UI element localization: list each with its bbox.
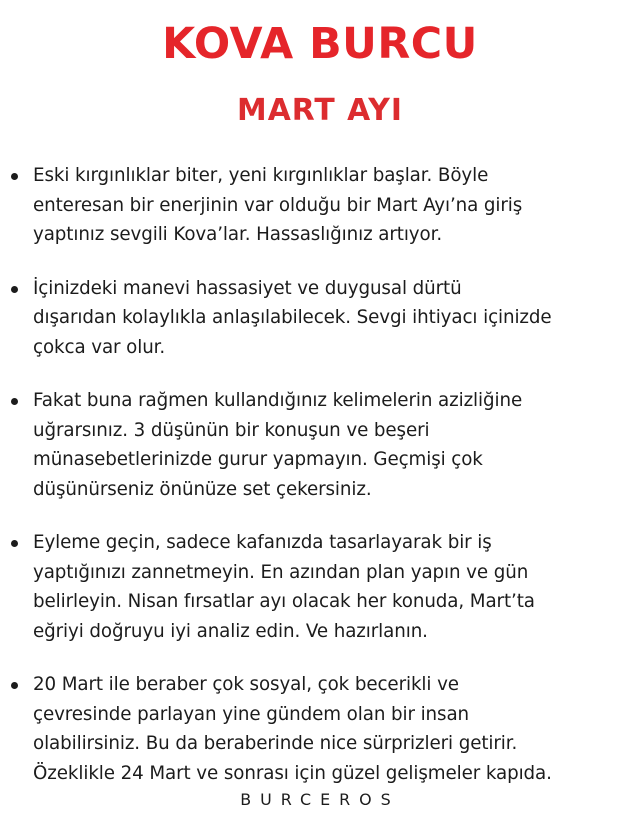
brand-footer: BURCEROS — [240, 790, 400, 809]
bullet-dot-icon — [11, 286, 18, 293]
bullet-text-line: Fakat buna rağmen kullandığınız kelimelerin azizliğine — [33, 390, 523, 411]
page-subtitle: MART AYI — [237, 93, 403, 128]
bullet-item — [0, 670, 640, 788]
bullet-text-line: çokca var olur. — [33, 336, 166, 358]
bullet-text-line: İçinizdeki manevi hassasiyet ve duygusal dürtü — [33, 277, 462, 299]
bullet-text-line: eğriyi doğruyu iyi analiz edin. Ve hazırlanın. — [33, 620, 428, 642]
bullet-item — [0, 161, 640, 250]
bullet-text-line: 20 Mart ile beraber çok sosyal, çok becerikli ve — [33, 674, 459, 695]
bullet-text-line: Özeklikle 24 Mart ve sonrası için güzel gelişmeler kapıda. — [33, 762, 552, 784]
bullet-dot-icon — [11, 682, 18, 689]
bullet-item — [0, 274, 640, 363]
bullet-text-line: olabilirsiniz. Bu da beraberinde nice sürprizleri getirir. — [33, 733, 518, 754]
bullet-dot-icon — [11, 540, 18, 547]
bullet-text-line: enteresan bir enerjinin var olduğu bir Mart Ayı’na giriş — [33, 194, 523, 216]
bullet-text-line: yaptığınızı zannetmeyin. En azından plan yapın ve gün — [33, 561, 529, 583]
bullet-text-line: düşünürseniz önünüze set çekersiniz. — [33, 478, 372, 500]
bullet-dot-icon — [11, 173, 18, 180]
bullet-text-line: dışarıdan kolaylıkla anlaşılabilecek. Sevgi ihtiyacı içinizde — [33, 307, 552, 328]
bullet-text-line: belirleyin. Nisan fırsatlar ayı olacak her konuda, Mart’ta — [33, 591, 535, 612]
page-title: KOVA BURCU — [162, 19, 478, 69]
bullet-item — [0, 386, 640, 504]
horoscope-bullet-list — [0, 161, 640, 788]
bullet-dot-icon — [11, 398, 18, 405]
bullet-text-line: Eski kırgınlıklar biter, yeni kırgınlıklar başlar. Böyle — [33, 165, 489, 186]
bullet-text-line: Eyleme geçin, sadece kafanızda tasarlayarak bir iş — [33, 532, 492, 553]
bullet-text-line: yaptınız sevgili Kova’lar. Hassaslığınız artıyor. — [33, 224, 443, 245]
bullet-text-line: uğrarsınız. 3 düşünün bir konuşun ve beşeri — [33, 419, 430, 441]
bullet-text-line: münasebetlerinizde gurur yapmayın. Geçmişi çok — [33, 449, 483, 470]
bullet-text-line: çevresinde parlayan yine gündem olan bir insan — [33, 703, 470, 725]
bullet-item — [0, 528, 640, 646]
